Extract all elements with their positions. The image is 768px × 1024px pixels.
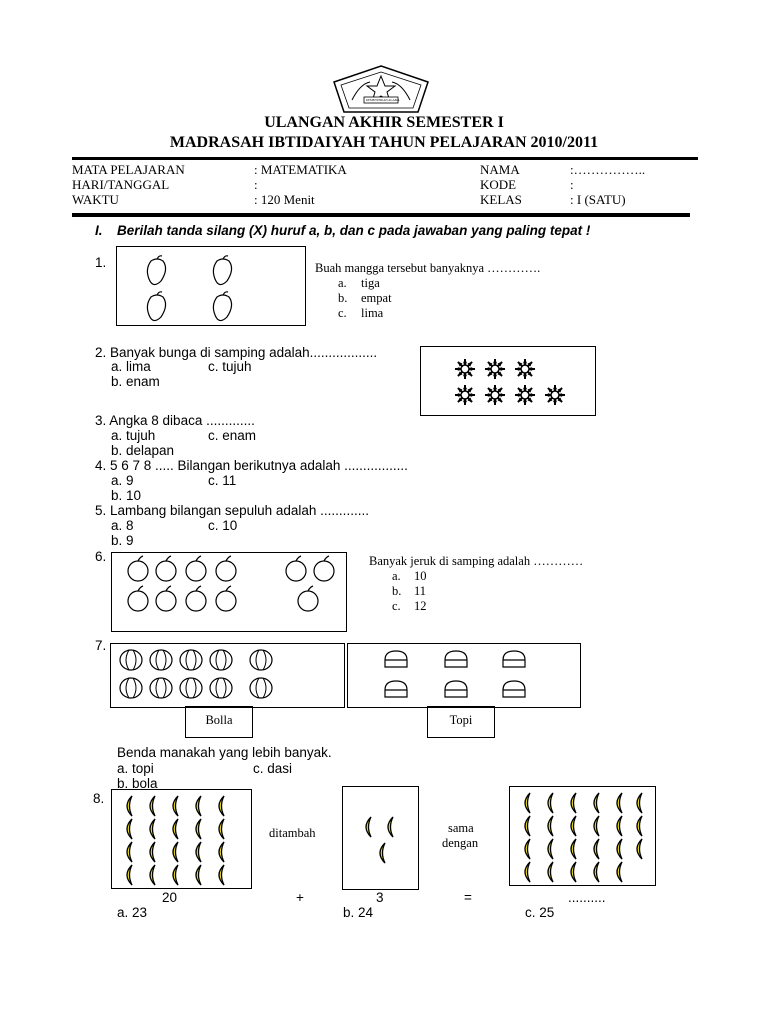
banana-icon [196,865,201,885]
banana-icon [196,796,201,816]
flower-icon [545,385,565,405]
q5-question: 5. Lambang bilangan sepuluh adalah ............. [95,503,369,518]
q1-option-c-letter: c. [338,306,347,320]
banana-icon [173,819,178,839]
q7-option-a: a. topi [117,761,154,776]
q8-number-20: 20 [162,890,178,905]
banana-icon [196,842,201,862]
q8-plus-text: ditambah [269,826,316,840]
hat-group-icon [348,644,582,709]
header-top-rule [72,157,698,160]
banana-icon [548,862,553,882]
q7-option-b: b. bola [117,776,158,791]
q1-option-a-letter: a. [338,276,347,290]
school-logo [330,64,432,116]
banana-icon [637,793,642,813]
orange-icon [186,586,206,611]
day-label: HARI/TANGGAL [72,177,170,192]
hat-icon [385,681,407,697]
q6-option-b-letter: b. [392,584,402,598]
ball-icon [120,678,142,698]
q5-option-b: b. 9 [111,533,134,548]
q6-option-b: 11 [414,584,427,598]
flower-icon [515,385,535,405]
q8-result-blank: .......... [568,890,606,905]
q1-mango-box [116,246,306,326]
time-value: : 120 Menit [254,192,315,207]
q3-option-b: b. delapan [111,443,175,458]
q8-banana-box-3 [342,786,419,890]
banana-icon [594,793,599,813]
logo-emblem-icon [330,64,432,116]
q8-banana-box-20 [111,789,252,889]
banana-icon [366,817,371,837]
q6-option-a-letter: a. [392,569,401,583]
orange-icon [186,556,206,581]
q3-option-a: a. tujuh [111,428,156,443]
banana-icon [525,793,530,813]
banana-icon [525,862,530,882]
q4-option-c: c. 11 [208,473,237,488]
banana-icon [548,793,553,813]
banana-icon [525,816,530,836]
q6-question: Banyak jeruk di samping adalah ………… [369,554,584,568]
hat-icon [445,681,467,697]
q3-question: 3. Angka 8 dibaca ............. [95,413,255,428]
banana-icon [525,839,530,859]
q7-question: Benda manakah yang lebih banyak. [117,745,332,760]
flower-icon [485,359,505,379]
flower-icon [455,359,475,379]
q1-option-a: tiga [361,276,380,290]
ball-icon [250,650,272,670]
ball-icon [120,650,142,670]
q8-equals-text-1: sama [448,821,474,835]
q1-option-b: empat [361,291,392,305]
title-line-2: MADRASAH IBTIDAIYAH TAHUN PELAJARAN 2010/2011 [169,134,599,151]
hat-icon [503,651,525,667]
q7-label-hat [427,706,495,738]
orange-icon [216,556,236,581]
banana-icon [571,816,576,836]
banana-icon [150,842,155,862]
banana-group-3-icon [343,787,420,891]
banana-icon [150,865,155,885]
banana-icon [548,839,553,859]
banana-icon [219,796,224,816]
mango-group-icon [117,247,307,327]
orange-icon [314,556,334,581]
orange-group-icon [112,553,348,633]
orange-icon [156,556,176,581]
q2-flower-box [420,346,596,416]
q2-option-a: a. lima [111,359,151,374]
q2-option-b: b. enam [111,374,160,389]
banana-icon [594,816,599,836]
hat-icon [445,651,467,667]
orange-icon [128,586,148,611]
banana-icon [548,816,553,836]
orange-icon [298,586,318,611]
ball-icon [150,650,172,670]
banana-group-20-icon [112,790,253,890]
banana-icon [380,843,385,863]
q6-option-c: 12 [414,599,427,613]
q5-option-a: a. 8 [111,518,134,533]
q8-banana-box-result [509,786,656,886]
banana-icon [617,793,622,813]
banana-icon [388,817,393,837]
q8-plus-sign: + [296,890,304,905]
banana-icon [127,819,132,839]
banana-icon [196,819,201,839]
banana-icon [219,819,224,839]
title-line-1: ULANGAN AKHIR SEMESTER I [264,114,504,131]
orange-icon [156,586,176,611]
name-label: NAMA [480,162,520,177]
ball-icon [150,678,172,698]
banana-icon [571,793,576,813]
flower-group-icon [421,347,597,417]
ball-group-icon [111,644,346,709]
banana-icon [127,865,132,885]
q7-hat-box [347,643,581,708]
q8-number: 8. [93,791,105,806]
banana-icon [173,842,178,862]
q7-option-c: c. dasi [253,761,293,776]
ball-icon [250,678,272,698]
ball-icon [180,678,202,698]
q8-option-b: b. 24 [343,905,374,920]
q8-option-a: a. 23 [117,905,148,920]
q6-orange-box [111,552,347,632]
banana-icon [617,862,622,882]
q7-label-ball-text: Bolla [205,713,233,727]
q2-option-c: c. tujuh [208,359,252,374]
class-value: : I (SATU) [570,192,626,207]
q4-option-b: b. 10 [111,488,142,503]
banana-icon [617,816,622,836]
section-number: I. [95,223,103,238]
banana-icon [571,839,576,859]
q7-number: 7. [95,638,107,653]
section-instruction: Berilah tanda silang (X) huruf a, b, dan c pada jawaban yang paling tepat ! [117,223,591,238]
banana-icon [637,839,642,859]
banana-icon [637,816,642,836]
day-value: : [254,177,258,192]
q8-option-c: c. 25 [525,905,555,920]
time-label: WAKTU [72,192,119,207]
flower-icon [515,359,535,379]
q2-question: 2. Banyak bunga di samping adalah.................. [95,345,378,360]
q4-question: 4. 5 6 7 8 ..... Bilangan berikutnya adalah ................. [95,458,408,473]
logo-text: KEMENTERIAN AGAMA [366,98,400,102]
banana-icon [594,839,599,859]
banana-icon [150,796,155,816]
banana-icon [571,862,576,882]
ball-icon [210,650,232,670]
banana-icon [173,865,178,885]
orange-icon [286,556,306,581]
banana-group-result-icon [510,787,657,887]
q6-option-c-letter: c. [392,599,401,613]
q7-ball-box [110,643,345,708]
q1-option-b-letter: b. [338,291,348,305]
banana-icon [150,819,155,839]
q4-option-a: a. 9 [111,473,134,488]
q7-label-ball [185,706,253,738]
q1-question: Buah mangga tersebut banyaknya …………. [315,261,541,275]
orange-icon [128,556,148,581]
q3-option-c: c. enam [208,428,257,443]
flower-icon [485,385,505,405]
ball-icon [210,678,232,698]
code-value: : [570,177,574,192]
banana-icon [594,862,599,882]
class-label: KELAS [480,192,522,207]
name-value: :…………….. [570,162,646,177]
q8-equals-sign: = [464,890,472,905]
q1-number: 1. [95,255,107,270]
subject-label: MATA PELAJARAN [72,162,185,177]
hat-icon [385,651,407,667]
header-bottom-rule [72,213,690,217]
banana-icon [219,865,224,885]
orange-icon [216,586,236,611]
subject-value: : MATEMATIKA [254,162,347,177]
q6-number: 6. [95,549,107,564]
flower-icon [455,385,475,405]
ball-icon [180,650,202,670]
code-label: KODE [480,177,517,192]
banana-icon [127,796,132,816]
banana-icon [219,842,224,862]
q7-label-hat-text: Topi [449,713,473,727]
q6-option-a: 10 [414,569,427,583]
q1-option-c: lima [361,306,384,320]
q8-equals-text-2: dengan [442,836,479,850]
banana-icon [127,842,132,862]
q8-number-3: 3 [376,890,384,905]
q5-option-c: c. 10 [208,518,238,533]
banana-icon [173,796,178,816]
banana-icon [617,839,622,859]
hat-icon [503,681,525,697]
